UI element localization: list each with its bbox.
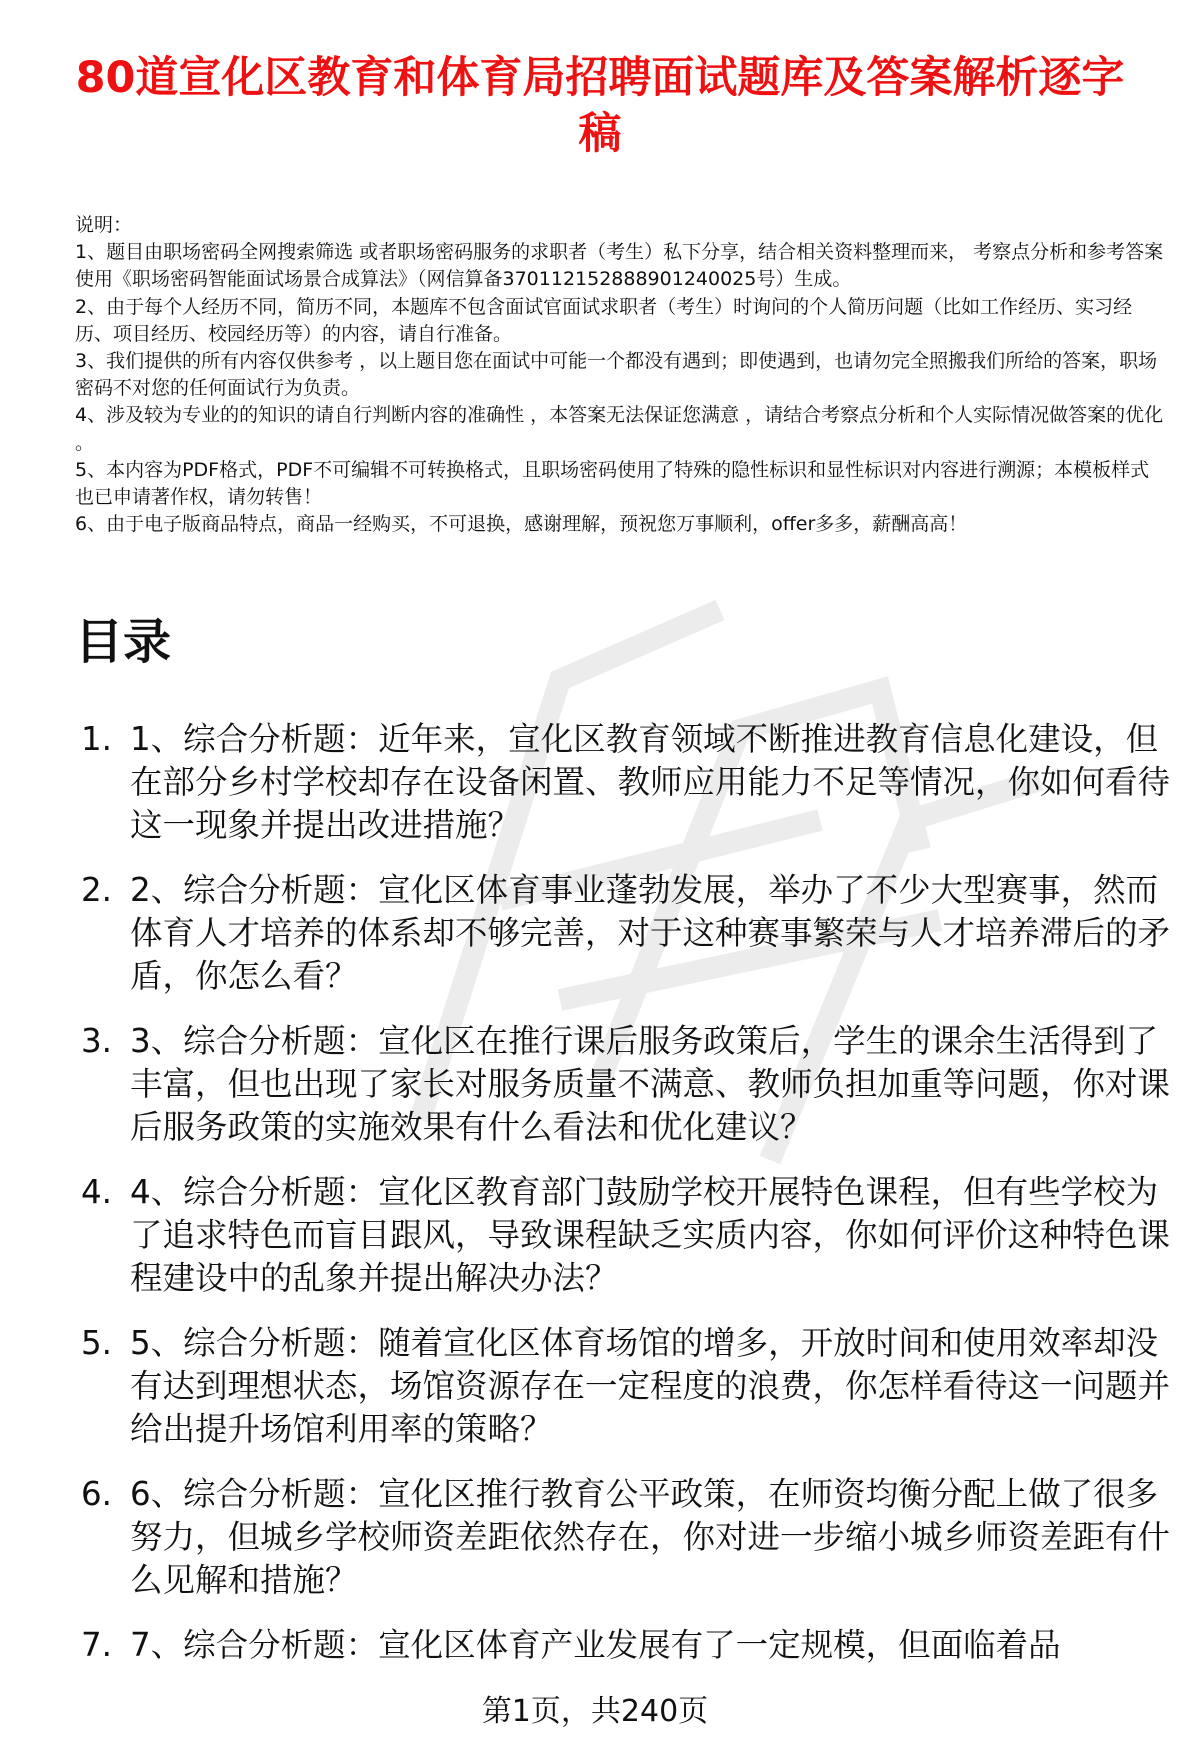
toc-item-text: 6、综合分析题：宣化区推行教育公平政策，在师资均衡分配上做了很多努力，但城乡学校师资差距依然存在，你对进一步缩小城乡师资差距有什么见解和措施？ xyxy=(130,1475,1171,1599)
toc-item-text: 3、综合分析题：宣化区在推行课后服务政策后，学生的课余生活得到了丰富，但也出现了家长对服务质量不满意、教师负担加重等问题，你对课后服务政策的实施效果有什么看法和优化建议？ xyxy=(130,1022,1171,1146)
toc-item[interactable] xyxy=(75,1020,1170,1149)
notes-section xyxy=(75,212,1165,538)
toc-item-text: 7、综合分析题：宣化区体育产业发展有了一定规模，但面临着品 xyxy=(130,1626,1061,1664)
note-item: 1、题目由职场密码全网搜索筛选 或者职场密码服务的求职者（考生）私下分享，结合相关资料整理而来， 考察点分析和参考答案使用《职场密码智能面试场景合成算法》（网信算备370112152888901240025号）生成。 xyxy=(75,241,1164,291)
toc-item-number: 5. xyxy=(81,1324,113,1362)
toc-item[interactable] xyxy=(75,1171,1170,1300)
toc-item-number: 2. xyxy=(81,871,113,909)
toc-item-number: 1. xyxy=(81,720,113,758)
toc-item-text: 4、综合分析题：宣化区教育部门鼓励学校开展特色课程，但有些学校为了追求特色而盲目跟风，导致课程缺乏实质内容，你如何评价这种特色课程建设中的乱象并提出解决办法？ xyxy=(130,1173,1171,1297)
toc-item[interactable] xyxy=(75,718,1170,847)
note-item: 6、由于电子版商品特点，商品一经购买，不可退换，感谢理解，预祝您万事顺利，offer多多，薪酬高高！ xyxy=(75,513,968,536)
toc-item-number: 3. xyxy=(81,1022,113,1060)
toc-item-text: 5、综合分析题：随着宣化区体育场馆的增多，开放时间和使用效率却没有达到理想状态，场馆资源存在一定程度的浪费，你怎样看待这一问题并给出提升场馆利用率的策略？ xyxy=(130,1324,1171,1448)
toc-item[interactable] xyxy=(75,869,1170,998)
toc-item-number: 6. xyxy=(81,1475,113,1513)
notes-label: 说明： xyxy=(75,214,133,236)
note-item: 5、本内容为PDF格式，PDF不可编辑不可转换格式，且职场密码使用了特殊的隐性标识和显性标识对内容进行溯源；本模板样式也已申请著作权，请勿转售！ xyxy=(75,458,1150,509)
toc-item[interactable] xyxy=(75,1322,1170,1451)
note-item: 3、我们提供的所有内容仅供参考 ，以上题目您在面试中可能一个都没有遇到；即使遇到，也请勿完全照搬我们所给的答案，职场密码不对您的任何面试行为负责。 xyxy=(75,350,1158,400)
note-item: 2、由于每个人经历不同，简历不同，本题库不包含面试官面试求职者（考生）时询问的个人简历问题（比如工作经历、实习经历、项目经历、校园经历等）的内容，请自行准备。 xyxy=(75,295,1133,345)
toc-item-text: 1、综合分析题：近年来，宣化区教育领域不断推进教育信息化建设，但在部分乡村学校却存在设备闲置、教师应用能力不足等情况，你如何看待这一现象并提出改进措施？ xyxy=(130,720,1171,844)
toc-item[interactable] xyxy=(75,1473,1170,1602)
toc-item-number: 7. xyxy=(81,1626,113,1664)
toc-item-text: 2、综合分析题：宣化区体育事业蓬勃发展，举办了不少大型赛事，然而体育人才培养的体系却不够完善，对于这种赛事繁荣与人才培养滞后的矛盾，你怎么看？ xyxy=(130,871,1171,995)
toc-item-number: 4. xyxy=(81,1173,113,1211)
note-item: 4、涉及较为专业的的知识的请自行判断内容的准确性 ，本答案无法保证您满意 ，请结合考察点分析和个人实际情况做答案的优化 。 xyxy=(75,404,1164,454)
document-title: 80道宣化区教育和体育局招聘面试题库及答案解析逐字稿 xyxy=(75,53,1125,159)
toc-item[interactable] xyxy=(75,1624,1170,1667)
toc-heading: 目录 xyxy=(75,614,172,670)
toc-list xyxy=(75,718,1170,1689)
page-footer: 第1页，共240页 xyxy=(481,1694,709,1729)
